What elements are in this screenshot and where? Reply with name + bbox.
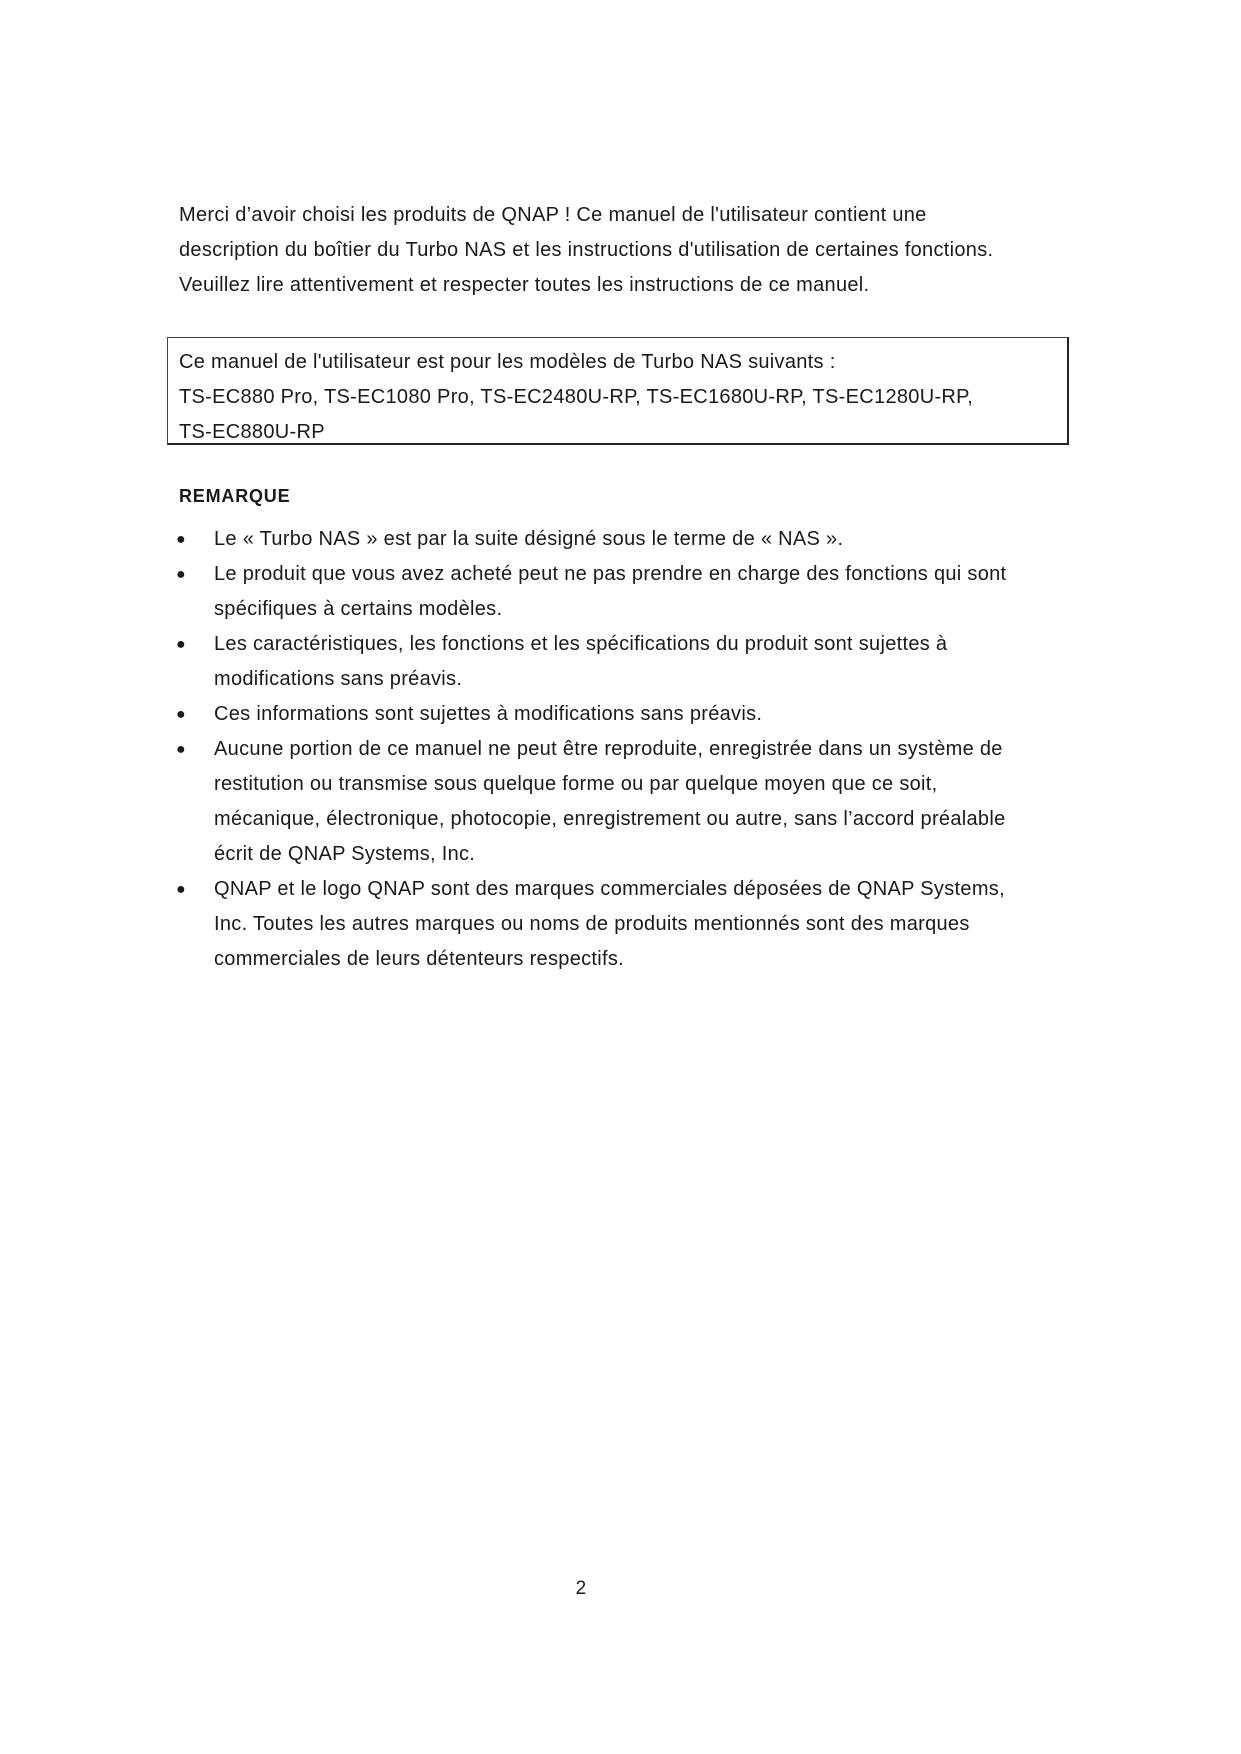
models-box: [167, 337, 1069, 445]
bullet-icon: ●: [176, 881, 186, 898]
intro-line: Veuillez lire attentivement et respecter toutes les instructions de ce manuel.: [179, 274, 870, 296]
bullet-icon: ●: [176, 531, 186, 548]
remark-list: [176, 522, 1096, 977]
bullet-icon: ●: [176, 706, 186, 723]
models-list-line: TS-EC880 Pro, TS-EC1080 Pro, TS-EC2480U-RP, TS-EC1680U-RP, TS-EC1280U-RP,: [179, 386, 974, 408]
list-item: [176, 557, 1096, 627]
remark-title: REMARQUE: [179, 486, 291, 506]
list-item: [176, 732, 1096, 872]
bullet-icon: ●: [176, 636, 186, 653]
list-item: [176, 697, 1096, 732]
bullet-icon: ●: [176, 566, 186, 583]
list-item-line: commerciales de leurs détenteurs respectifs.: [214, 948, 625, 970]
list-item-line: Inc. Toutes les autres marques ou noms de produits mentionnés sont des marques: [214, 913, 970, 935]
list-item-line: écrit de QNAP Systems, Inc.: [214, 843, 476, 865]
list-item-line: mécanique, électronique, photocopie, enregistrement ou autre, sans l’accord préalable: [214, 808, 1006, 830]
list-item-line: modifications sans préavis.: [214, 668, 463, 690]
list-item-line: Ces informations sont sujettes à modifications sans préavis.: [214, 703, 763, 725]
intro-paragraph: [179, 198, 1079, 303]
models-list-line: TS-EC880U-RP: [179, 421, 325, 443]
bullet-icon: ●: [176, 741, 186, 758]
list-item: [176, 627, 1096, 697]
list-item-line: QNAP et le logo QNAP sont des marques commerciales déposées de QNAP Systems,: [214, 878, 1005, 900]
list-item-line: Le « Turbo NAS » est par la suite désigné sous le terme de « NAS ».: [214, 528, 844, 550]
list-item-line: Aucune portion de ce manuel ne peut être reproduite, enregistrée dans un système de: [214, 738, 1003, 760]
list-item: [176, 872, 1096, 977]
models-box-heading: Ce manuel de l'utilisateur est pour les modèles de Turbo NAS suivants :: [179, 351, 836, 373]
intro-line: description du boîtier du Turbo NAS et les instructions d'utilisation de certaines fonctions.: [179, 239, 994, 261]
page-number: 2: [575, 1578, 587, 1599]
list-item-line: Les caractéristiques, les fonctions et les spécifications du produit sont sujettes à: [214, 633, 948, 655]
list-item-line: spécifiques à certains modèles.: [214, 598, 503, 620]
intro-line: Merci d’avoir choisi les produits de QNAP ! Ce manuel de l'utilisateur contient une: [179, 204, 927, 226]
list-item-line: restitution ou transmise sous quelque forme ou par quelque moyen que ce soit,: [214, 773, 938, 795]
list-item: [176, 522, 1096, 557]
list-item-line: Le produit que vous avez acheté peut ne pas prendre en charge des fonctions qui sont: [214, 563, 1007, 585]
